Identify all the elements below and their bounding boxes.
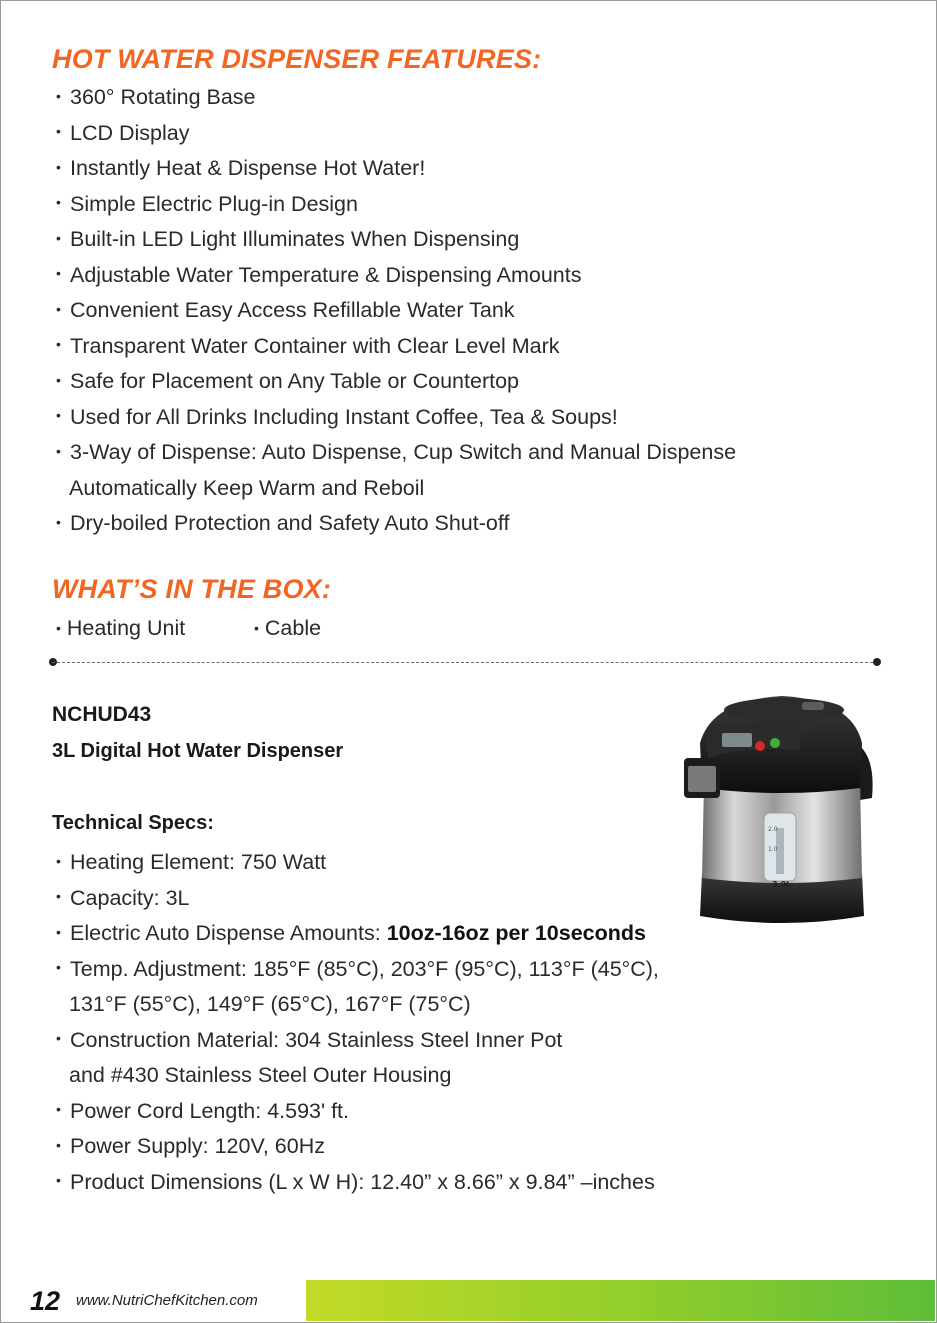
spec-item: • Electric Auto Dispense Amounts: 10oz-16oz per 10seconds [56, 916, 659, 952]
gauge-mark-top: 2.0 [768, 826, 778, 833]
feature-item: • Adjustable Water Temperature & Dispensing Amounts [56, 258, 736, 294]
bullet-icon: • [56, 123, 61, 140]
gauge-mark-mid: 1.0 [768, 846, 778, 853]
box-heading: WHAT’S IN THE BOX: [52, 574, 332, 604]
spec-item: • Construction Material: 304 Stainless Steel Inner Pot [56, 1023, 659, 1059]
spec-item-continuation: and #430 Stainless Steel Outer Housing [69, 1063, 452, 1087]
hot-water-dispenser-image [672, 688, 887, 933]
feature-item: • 3-Way of Dispense: Auto Dispense, Cup Switch and Manual Dispense [56, 435, 736, 471]
features-list [56, 80, 736, 542]
bullet-icon: • [56, 1136, 61, 1153]
feature-item: • Instantly Heat & Dispense Hot Water! [56, 151, 736, 187]
bullet-icon: • [56, 1172, 61, 1189]
feature-item: • 360° Rotating Base [56, 80, 736, 116]
specs-list [56, 845, 659, 1200]
bullet-icon: • [56, 1030, 61, 1047]
spec-item: • Capacity: 3L [56, 881, 659, 917]
bullet-icon: • [56, 852, 61, 869]
bullet-icon: • [56, 194, 61, 211]
feature-item: • Built-in LED Light Illuminates When Dispensing [56, 222, 736, 258]
bullet-icon: • [56, 888, 61, 905]
spec-item: • Product Dimensions (L x W H): 12.40” x 8.66” x 9.84” –inches [56, 1165, 659, 1201]
spec-item: • Power Cord Length: 4.593' ft. [56, 1094, 659, 1130]
specs-heading: Technical Specs: [52, 812, 214, 834]
bullet-icon: • [56, 1101, 61, 1118]
bullet-icon: • [56, 229, 61, 246]
spec-item-continuation: 131°F (55°C), 149°F (65°C), 167°F (75°C) [69, 992, 471, 1016]
box-contents [56, 612, 321, 646]
product-name: 3L Digital Hot Water Dispenser [52, 740, 344, 762]
feature-item-continuation: Automatically Keep Warm and Reboil [69, 475, 425, 500]
bullet-icon: • [56, 407, 61, 424]
spec-item: • Temp. Adjustment: 185°F (85°C), 203°F (95°C), 113°F (45°C), [56, 952, 659, 988]
feature-item: • Used for All Drinks Including Instant Coffee, Tea & Soups! [56, 400, 736, 436]
bullet-icon: • [56, 265, 61, 282]
feature-item: • Simple Electric Plug-in Design [56, 187, 736, 223]
dispense-amount: 10oz-16oz per 10seconds [386, 921, 646, 945]
bullet-icon: • [56, 158, 61, 175]
bullet-icon: • [56, 923, 61, 940]
feature-item: • Transparent Water Container with Clear Level Mark [56, 329, 736, 365]
bullet-icon: • [56, 959, 61, 976]
features-heading: HOT WATER DISPENSER FEATURES: [52, 44, 542, 74]
feature-item: • Safe for Placement on Any Table or Countertop [56, 364, 736, 400]
gauge-label: 3.0L [772, 880, 792, 889]
bullet-icon: • [56, 620, 61, 636]
page-number: 12 [30, 1286, 61, 1316]
bullet-icon: • [56, 336, 61, 353]
spec-item: • Heating Element: 750 Watt [56, 845, 659, 881]
spec-item: • Power Supply: 120V, 60Hz [56, 1129, 659, 1165]
bullet-icon: • [56, 513, 61, 530]
bullet-icon: • [56, 87, 61, 104]
footer-green-bar [306, 1280, 935, 1321]
box-item: • Cable [254, 616, 322, 640]
section-divider [52, 662, 878, 663]
bullet-icon: • [56, 300, 61, 317]
feature-item: • Dry-boiled Protection and Safety Auto Shut-off [56, 506, 736, 542]
divider-endpoint-right [873, 658, 881, 666]
box-item: • Heating Unit [56, 616, 186, 640]
website-url: www.NutriChefKitchen.com [76, 1292, 258, 1309]
bullet-icon: • [56, 442, 61, 459]
bullet-icon: • [254, 620, 259, 636]
feature-item: • LCD Display [56, 116, 736, 152]
feature-item: • Convenient Easy Access Refillable Water Tank [56, 293, 736, 329]
bullet-icon: • [56, 371, 61, 388]
model-number: NCHUD43 [52, 703, 152, 726]
